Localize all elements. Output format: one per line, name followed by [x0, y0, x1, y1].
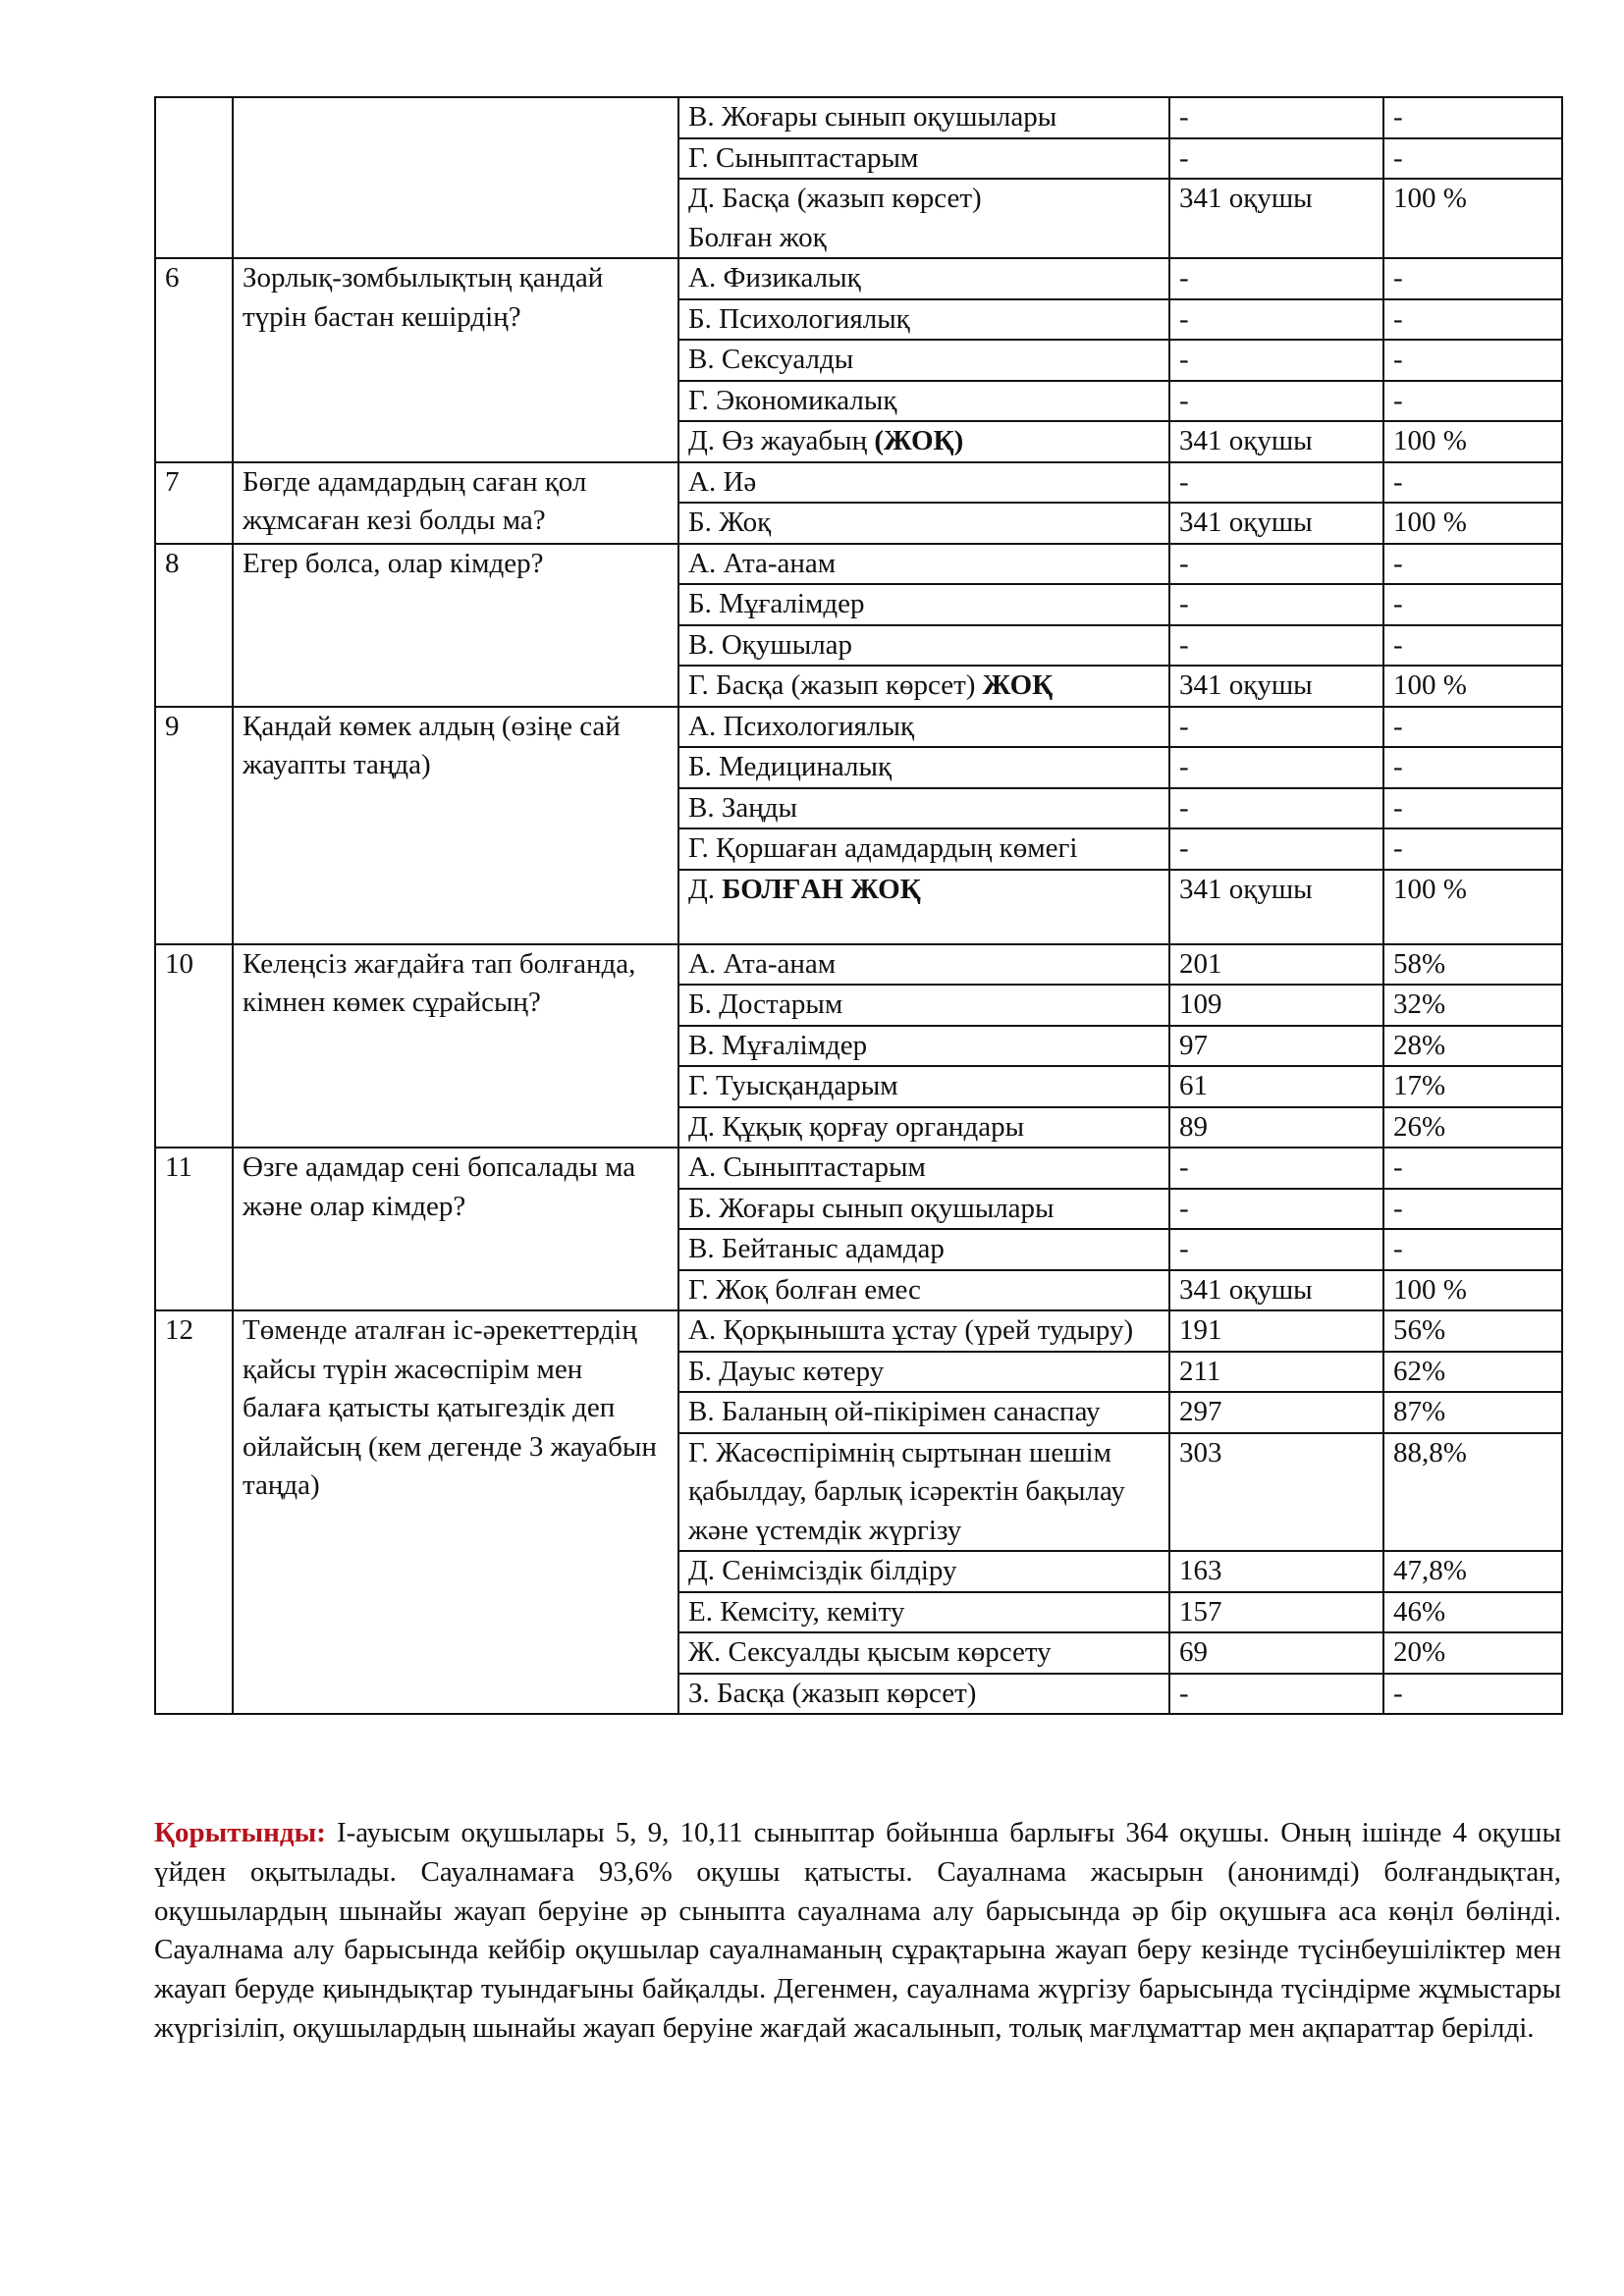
answer-option	[678, 1026, 1169, 1067]
answer-option-label: А. Физикалық	[688, 262, 861, 294]
answer-option-label: В. Жоғары сынып оқушылары	[688, 101, 1057, 133]
answer-option-label: Г. Туысқандарым	[688, 1070, 898, 1101]
conclusion-paragraph	[154, 1814, 1561, 2049]
answer-option-label: А. Психологиялық	[688, 710, 915, 742]
question-number: 11	[155, 1148, 233, 1310]
answer-count: 89	[1169, 1107, 1383, 1148]
answer-percent: -	[1383, 299, 1562, 341]
answer-option-label: Г. Жоқ болған емес	[688, 1273, 921, 1306]
answer-count: -	[1169, 584, 1383, 625]
table-row	[155, 544, 1562, 585]
answer-percent: -	[1383, 97, 1562, 138]
answer-percent: 87%	[1383, 1392, 1562, 1433]
answer-option	[678, 828, 1169, 870]
answer-option	[678, 1392, 1169, 1433]
answer-option-label: Г. Басқа (жазып көрсет)	[688, 669, 983, 701]
answer-percent: 26%	[1383, 1107, 1562, 1148]
answer-option-label: Б. Медициналық	[688, 751, 893, 782]
table-row	[155, 97, 1562, 138]
answer-option-label: Б. Достарым	[688, 988, 843, 1020]
answer-option-label: В. Бейтаныс адамдар	[688, 1233, 945, 1264]
answer-percent: -	[1383, 747, 1562, 788]
answer-count: 157	[1169, 1592, 1383, 1633]
question-text: Бөгде адамдардың саған қол жұмсаған кезі болды ма?	[233, 462, 678, 544]
answer-option	[678, 1270, 1169, 1311]
answer-percent: -	[1383, 1229, 1562, 1270]
answer-option	[678, 707, 1169, 748]
answer-option-label: В. Мұғалімдер	[688, 1029, 868, 1061]
answer-option	[678, 1148, 1169, 1189]
answer-percent: 100 %	[1383, 1270, 1562, 1311]
answer-count: -	[1169, 340, 1383, 381]
answer-percent: 100 %	[1383, 503, 1562, 544]
question-number: 9	[155, 707, 233, 944]
answer-count: 191	[1169, 1310, 1383, 1352]
answer-percent: -	[1383, 1148, 1562, 1189]
answer-percent: 88,8%	[1383, 1433, 1562, 1552]
answer-percent: 58%	[1383, 944, 1562, 986]
answer-count: 69	[1169, 1632, 1383, 1674]
answer-option	[678, 747, 1169, 788]
answer-percent: 17%	[1383, 1066, 1562, 1107]
table-row	[155, 258, 1562, 299]
answer-option	[678, 1229, 1169, 1270]
answer-count: 109	[1169, 985, 1383, 1026]
answer-count: -	[1169, 258, 1383, 299]
answer-count: -	[1169, 828, 1383, 870]
answer-count: -	[1169, 381, 1383, 422]
answer-option	[678, 462, 1169, 504]
answer-option	[678, 1310, 1169, 1352]
answer-percent: 62%	[1383, 1352, 1562, 1393]
answer-count: -	[1169, 747, 1383, 788]
answer-percent: -	[1383, 258, 1562, 299]
table-row	[155, 1148, 1562, 1189]
answer-count: -	[1169, 1148, 1383, 1189]
answer-count: 61	[1169, 1066, 1383, 1107]
answer-option	[678, 381, 1169, 422]
answer-percent: 100 %	[1383, 870, 1562, 944]
answer-option	[678, 299, 1169, 341]
answer-option-note: Болған жоқ	[688, 221, 827, 253]
answer-count: 303	[1169, 1433, 1383, 1552]
answer-count: -	[1169, 1229, 1383, 1270]
answer-count: -	[1169, 462, 1383, 504]
answer-count: 341 оқушы	[1169, 1270, 1383, 1311]
answer-option-label: Ж. Сексуалды қысым көрсету	[688, 1636, 1052, 1668]
answer-option-label: Г. Қоршаған адамдардың көмегі	[688, 832, 1078, 864]
answer-option	[678, 1674, 1169, 1715]
answer-option	[678, 1352, 1169, 1393]
answer-option-label: Б. Жоқ	[688, 507, 772, 538]
document-page	[154, 96, 1561, 1715]
question-number: 8	[155, 544, 233, 707]
answer-option-label: А. Ата-анам	[688, 547, 837, 579]
table-row	[155, 462, 1562, 504]
answer-percent: -	[1383, 138, 1562, 180]
answer-count: 341 оқушы	[1169, 179, 1383, 258]
answer-count: -	[1169, 544, 1383, 585]
answer-count: 341 оқушы	[1169, 666, 1383, 707]
answer-percent: -	[1383, 584, 1562, 625]
answer-percent: -	[1383, 707, 1562, 748]
answer-count: 201	[1169, 944, 1383, 986]
answer-percent: -	[1383, 462, 1562, 504]
question-text: Қандай көмек алдың (өзіңе сай жауапты таңда)	[233, 707, 678, 944]
answer-percent: -	[1383, 381, 1562, 422]
answer-option	[678, 666, 1169, 707]
answer-option	[678, 870, 1169, 944]
answer-count: -	[1169, 707, 1383, 748]
answer-option-label: Д. Өз жауабың	[688, 425, 875, 456]
answer-count: 341 оқушы	[1169, 503, 1383, 544]
answer-option-label: Б. Психологиялық	[688, 302, 910, 335]
answer-option-label: А. Қорқынышта ұстау (үрей тудыру)	[688, 1314, 1134, 1346]
answer-count: -	[1169, 788, 1383, 829]
question-text: Зорлық-зомбылықтың қандай түрін бастан кешірдің?	[233, 258, 678, 462]
answer-option	[678, 1433, 1169, 1552]
answer-percent: -	[1383, 1674, 1562, 1715]
answer-option	[678, 1592, 1169, 1633]
answer-percent: -	[1383, 544, 1562, 585]
answer-percent: -	[1383, 340, 1562, 381]
answer-option	[678, 544, 1169, 585]
answer-option-label: В. Баланың ой-пікірімен санаспау	[688, 1396, 1101, 1427]
answer-option	[678, 1066, 1169, 1107]
answer-option-label: Е. Кемсіту, кеміту	[688, 1595, 905, 1628]
answer-option	[678, 625, 1169, 667]
question-number: 7	[155, 462, 233, 544]
answer-percent: -	[1383, 828, 1562, 870]
answer-percent: 20%	[1383, 1632, 1562, 1674]
table-row	[155, 1310, 1562, 1352]
answer-option-label: Д. Басқа (жазып көрсет)	[688, 183, 982, 214]
answer-option	[678, 1551, 1169, 1592]
answer-option	[678, 788, 1169, 829]
answer-option	[678, 1632, 1169, 1674]
table-row	[155, 707, 1562, 748]
question-number: 12	[155, 1310, 233, 1714]
answer-option	[678, 503, 1169, 544]
answer-count: -	[1169, 1674, 1383, 1715]
answer-option	[678, 179, 1169, 258]
answer-percent: 28%	[1383, 1026, 1562, 1067]
answer-count: 341 оқушы	[1169, 870, 1383, 944]
answer-option	[678, 584, 1169, 625]
question-number: 6	[155, 258, 233, 462]
answer-option-label: В. Сексуалды	[688, 344, 854, 375]
answer-option-label: Д.	[688, 873, 723, 905]
answer-percent: 100 %	[1383, 421, 1562, 462]
answer-option-emphasis: (ЖОҚ)	[874, 425, 964, 456]
answer-count: -	[1169, 1189, 1383, 1230]
answer-count: -	[1169, 625, 1383, 667]
table-row	[155, 944, 1562, 986]
answer-option-label: З. Басқа (жазып көрсет)	[688, 1677, 977, 1709]
answer-option-label: В. Заңды	[688, 791, 798, 824]
question-number: 10	[155, 944, 233, 1148]
question-text: Өзге адамдар сені бопсалады ма және олар кімдер?	[233, 1148, 678, 1310]
answer-count: -	[1169, 138, 1383, 180]
conclusion-label: Қорытынды:	[154, 1817, 326, 1848]
answer-option	[678, 340, 1169, 381]
answer-percent: 100 %	[1383, 666, 1562, 707]
answer-option-label: Б. Мұғалімдер	[688, 588, 865, 619]
answer-option-label: А. Сыныптастарым	[688, 1151, 926, 1183]
answer-percent: 46%	[1383, 1592, 1562, 1633]
answer-percent: -	[1383, 625, 1562, 667]
question-text	[233, 97, 678, 258]
answer-option	[678, 985, 1169, 1026]
answer-count: 211	[1169, 1352, 1383, 1393]
question-text: Төменде аталған іс-әрекеттердің қайсы түрін жасөспірім мен балаға қатысты қатыгездік деп ойлайсың (кем дегенде 3 жауабын таңда)	[233, 1310, 678, 1714]
answer-percent: 56%	[1383, 1310, 1562, 1352]
answer-option-label: Г. Сыныптастарым	[688, 141, 919, 174]
answer-count: 163	[1169, 1551, 1383, 1592]
answer-count: -	[1169, 299, 1383, 341]
answer-option-label: А. Ата-анам	[688, 947, 837, 980]
answer-percent: 100 %	[1383, 179, 1562, 258]
answer-option-label: Б. Дауыс көтеру	[688, 1355, 885, 1387]
answer-option-label: Г. Жасөспірімнің сыртынан шешім қабылдау, барлық ісәректін бақылау және үстемдік жүргізу	[688, 1436, 1125, 1546]
answer-option-label: В. Оқушылар	[688, 628, 853, 661]
answer-option	[678, 138, 1169, 180]
answer-count: -	[1169, 97, 1383, 138]
question-number	[155, 97, 233, 258]
answer-option-label: Д. Құқық қорғау органдары	[688, 1110, 1025, 1143]
answer-option	[678, 1189, 1169, 1230]
conclusion-text: I-ауысым оқушылары 5, 9, 10,11 сыныптар бойынша барлығы 364 оқушы. Оның ішінде 4 оқушы үйден оқытылады. Сауалнамаға 93,6% оқушы қатысты. Сауалнама жасырын (анонимді) болғандықтан, оқушылардың шынайы жауап беруіне әр сыныпта сауалнама алу барысында әр бір оқушыға аса көңіл бөлінді. Сауалнама алу барысында кейбір оқушылар сауалнаманың сұрақтарына жауап беру кезінде түсінбеушіліктер мен жауап беруде қиындықтар туындағыны байқалды. Дегенмен, сауалнама жүргізу барысында түсіндірме жұмыстары жүргізіліп, оқушылардың шынайы жауап беруіне жағдай жасалынып, толық мағлұматтар мен ақпараттар берілді.	[154, 1817, 1561, 2044]
answer-percent: -	[1383, 1189, 1562, 1230]
answer-percent: -	[1383, 788, 1562, 829]
answer-option-emphasis: ЖОҚ	[982, 669, 1054, 701]
answer-count: 341 оқушы	[1169, 421, 1383, 462]
answer-option-label: А. Иә	[688, 465, 757, 498]
answer-option	[678, 258, 1169, 299]
answer-count: 97	[1169, 1026, 1383, 1067]
answer-count: 297	[1169, 1392, 1383, 1433]
answer-option	[678, 421, 1169, 462]
answer-option	[678, 97, 1169, 138]
question-text: Келеңсіз жағдайға тап болғанда, кімнен көмек сұрайсың?	[233, 944, 678, 1148]
answer-option-label: Д. Сенімсіздік білдіру	[688, 1555, 957, 1586]
answer-option-label: Г. Экономикалық	[688, 384, 897, 416]
answer-option-emphasis: БОЛҒАН ЖОҚ	[722, 873, 921, 905]
answer-option	[678, 944, 1169, 986]
question-text: Егер болса, олар кімдер?	[233, 544, 678, 707]
answer-option-label: Б. Жоғары сынып оқушылары	[688, 1192, 1055, 1224]
answer-percent: 47,8%	[1383, 1551, 1562, 1592]
survey-results-table	[154, 96, 1563, 1715]
answer-option	[678, 1107, 1169, 1148]
answer-percent: 32%	[1383, 985, 1562, 1026]
